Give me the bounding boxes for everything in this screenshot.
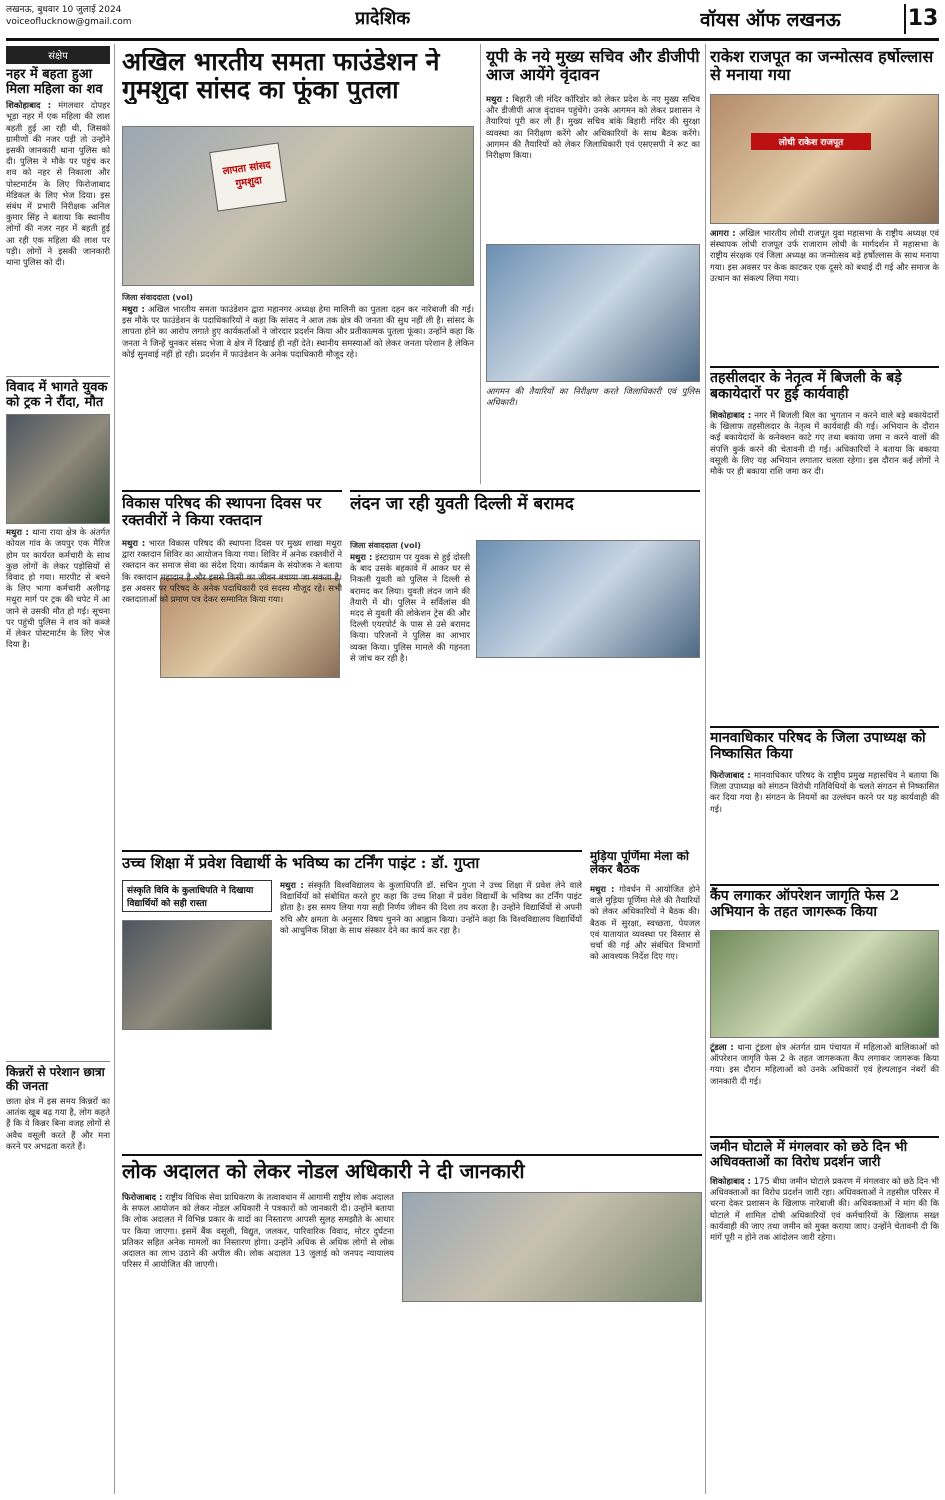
brief-body [6,100,110,370]
rajput-body [710,228,939,364]
brief-dateline: मथुरा : [6,527,29,538]
dateline: लखनऊ, बुधवार 10 जुलाई 2024 [6,5,122,15]
lead-photo [122,126,474,286]
rajput-headline: राकेश राजपूत का जन्मोत्सव हर्षोल्लास से मनाया गया [710,48,934,84]
manav-headline: मानवाधिकार परिषद के जिला उपाध्यक्ष को निष्कासित किया [710,726,939,762]
brief-photo [6,414,110,524]
london-headline: लंदन जा रही युवती दिल्ली में बरामद [350,490,700,514]
brief-text: मंगलवार दोपहर भूड़ा नहर में एक महिला की लाश बहती हुई आ रही थी, जिसको ग्रामीणों की नजर पड़ी तो उन्होंने इसकी जानकारी थाना पुलिस को दी। पुलिस ने मौके पर पहुंच कर शव को नहर से निकाला और पोस्टमार्टम के लिए फिरोजाबाद मेडिकल के लिए भेज दिया। इस संबंध में प्रभारी निरीक्षक अनिल कुमार सिंह ने बताया कि स्थानीय लोगों की नजर नहर में बहती हुई आ रही एक महिला की लाश पर पड़ी। लोगों ने इसकी जानकारी थाना पुलिस को दी। [6,100,110,267]
vrindavan-caption: आगमन की तैयारियों का निरीक्षण करते जिलाधिकारी एवं पुलिस अधिकारी। [486,386,700,408]
brief-text: थाना राया क्षेत्र के अंतर्गत कोयल गांव के जयपुर एक मैरिज होम पर कार्यरत कर्मचारी के साथ कुछ लोगों के लेकर पड़ोसियों से विवाद हो गया। मारपीट से बचने के लिए भागा कर्मचारी अलीगढ़ मथुरा मार्ग पर ट्रक की चपेट में आ जाने से उसकी मौत हो गई। सूचना पर पहुंची पुलिस ने शव को कब्जे में लेकर पोस्टमार्टम के लिए भेज दिया है। [6,527,110,650]
column-divider [480,44,481,484]
vrindavan-headline: यूपी के नये मुख्य सचिव और डीजीपी आज आयेंगे वृंदावन [486,48,700,84]
camp-text: थाना टूंडला क्षेत्र अंतर्गत ग्राम पंचायत में महिलाओं बालिकाओं को ऑपरेशन जागृति फेस 2 के तहत जागरूकता कैंप लगाकर जागरूक किया गया। इस दौरान महिलाओं को उनके अधिकारों एवं हेल्पलाइन नंबरों की जानकारी दी गई। [710,1042,939,1086]
tehsildar-dateline: शिकोहाबाद : [710,410,752,420]
masthead-rule [6,38,939,41]
section-title: प्रादेशिक [355,8,411,29]
lok-text: राष्ट्रीय विधिक सेवा प्राधिकरण के तत्वावधान में आगामी राष्ट्रीय लोक अदालत के सफल आयोजन को लेकर नोडल अधिकारी ने पत्रकारों को जानकारी दी। उन्होंने बताया कि लोक अदालत में विभिन्न प्रकार के वादों का निस्तारण आपसी सुलह समझौते के आधार पर किया जाएगा। इसमें बैंक वसूली, विद्युत, जलकर, पारिवारिक विवाद, मोटर दुर्घटना प्रतिकर सहित अनेक मामलों का निस्तारण होगा। उन्होंने अधिक से अधिक लोगों से लोक अदालत का लाभ उठाने की अपील की। लोक अदालत 13 जुलाई को जनपद न्यायालय परिसर में आयोजित की जाएगी। [122,1192,394,1270]
brief-headline: किन्नरों से परेशान छात्रा की जनता [6,1061,110,1093]
camp-photo [710,930,939,1038]
lead-headline: अखिल भारतीय समता फाउंडेशन ने गुमशुदा सांसद का फूंका पुतला [122,48,440,104]
page-number: 13 [904,4,940,34]
lok-body [122,1192,394,1492]
vrindavan-dateline: मथुरा : [486,94,509,104]
protest-sign: लापता सांसद गुमशुदा [209,142,287,211]
brief-headline: विवाद में भागते युवक को ट्रक ने रौंदा, मौत [6,376,110,410]
london-body [350,552,470,832]
brief-body [6,527,110,1057]
vikas-body [122,538,342,838]
vikas-text: भारत विकास परिषद की स्थापना दिवस पर मुख्य शाखा मथुरा द्वारा रक्तदान शिविर का आयोजन किया गया। शिविर में अनेक रक्तवीरों ने रक्तदान कर समाज सेवा का संदेश दिया। कार्यक्रम के संयोजक ने बताया कि रक्तदान महादान है और इससे किसी का जीवन बचाया जा सकता है। इस अवसर पर परिषद के अनेक पदाधिकारी एवं सदस्य मौजूद रहे। सभी रक्तदाताओं को प्रमाण पत्र देकर सम्मानित किया गया। [122,538,342,605]
manav-body [710,770,939,880]
london-dateline: मथुरा : [350,552,373,562]
tehsildar-headline: तहसीलदार के नेतृत्व में बिजली के बड़े बकायेदारों पर हुई कार्यवाही [710,366,939,402]
camp-headline: कैंप लगाकर ऑपरेशन जागृति फेस 2 अभियान के तहत जागरूक किया [710,884,939,920]
column-divider [705,44,706,1494]
mudiya-headline: मुड़िया पूर्णिमा मेला को लेकर बैठक [590,850,689,877]
tehsildar-body [710,410,939,722]
camp-dateline: टूंडला : [710,1042,734,1052]
rajput-photo [710,94,939,224]
brief-body: छाता क्षेत्र में इस समय किन्नरों का आतंक खूब बढ़ गया है, लोग कहते हैं कि ये किन्नर बिना वजह लोगों से अवैध वसूली करते हैं और मना करने पर अभद्रता करते हैं। [6,1096,110,1151]
jameen-body [710,1176,939,1494]
uchh-body [280,880,582,1150]
brand-logo: वॉयस ऑफ लखनऊ [700,9,841,31]
lok-dateline: फिरोजाबाद : [122,1192,163,1202]
vrindavan-photo [486,244,700,382]
photo-banner: लोधी राकेश राजपूत [751,133,871,150]
lok-photo [402,1192,702,1302]
uchh-photo [122,920,272,1030]
lead-body [122,304,474,480]
lok-headline: लोक अदालत को लेकर नोडल अधिकारी ने दी जानकारी [122,1154,702,1182]
jameen-dateline: शिकोहाबाद : [710,1176,751,1186]
tehsildar-text: नगर में बिजली बिल का भुगतान न करने वाले बड़े बकायेदारों के खिलाफ तहसीलदार के नेतृत्व में कार्यवाही की गई। अभियान के दौरान कई बकायेदारों के कनेक्शन काटे गए तथा बकाया जमा न करने वालों की संपत्ति कुर्क करने की चेतावनी दी गई। अधिकारियों ने बताया कि बकाया वसूली के लिए यह अभियान लगातार चलता रहेगा। इस दौरान कई लोगों ने मौके पर ही बकाया राशि जमा कर दी। [710,410,939,477]
brief-headline: नहर में बहता हुआ मिला महिला का शव [6,67,103,97]
jameen-headline: जमीन घोटाले में मंगलवार को छठे दिन भी अधिवक्ताओं का विरोध प्रदर्शन जारी [710,1136,939,1170]
column-divider [114,44,115,1494]
uchh-subhead: संस्कृति विवि के कुलाधिपति ने दिखाया विद्यार्थियों को सही रास्ता [122,880,272,912]
manav-dateline: फिरोजाबाद : [710,770,751,780]
vrindavan-body [486,94,700,240]
jameen-text: 175 बीघा जमीन घोटाले प्रकरण में मंगलवार को छठे दिन भी अधिवक्ताओं का विरोध प्रदर्शन जारी रहा। अधिवक्ताओं ने तहसील परिसर में धरना देकर प्रशासन के खिलाफ नारेबाजी की। अधिवक्ताओं ने मांग की कि घोटाले में शामिल दोषी अधिकारियों एवं कर्मचारियों के खिलाफ सख्त कार्यवाही की जाए तथा जमीन को मुक्त कराया जाए। उन्होंने चेतावनी दी कि मांगें पूरी न होने तक आंदोलन जारी रहेगा। [710,1176,939,1243]
mudiya-dateline: मथुरा : [590,884,615,894]
lead-dateline: मथुरा : [122,304,145,314]
uchh-headline: उच्च शिक्षा में प्रवेश विद्यार्थी के भविष्य का टर्निंग पाइंट : डॉ. गुप्ता [122,850,582,872]
camp-body [710,1042,939,1132]
london-credit: जिला संवाददाता (vol) [350,541,421,550]
vikas-headline: विकास परिषद की स्थापना दिवस पर रक्तवीरों ने किया रक्तदान [122,490,342,529]
lead-text: अखिल भारतीय समता फाउंडेशन द्वारा महानगर अध्यक्ष हेमा मालिनी का पुतला दहन कर नारेबाजी की गई। इस मौके पर फाउंडेशन के पदाधिकारियों ने कहा कि सांसद ने आज तक क्षेत्र की जनता की सुध नहीं ली है। सांसद के लापता होने का आरोप लगाते हुए कार्यकर्ताओं ने जोरदार प्रदर्शन किया और प्रतीकात्मक पुतला फूंका। उन्होंने कहा कि जनता ने जिन्हें चुनकर संसद भेजा वे क्षेत्र में दिखाई ही नहीं देते। स्थानीय समस्याओं को लेकर जनता परेशान है लेकिन कोई सुनवाई नहीं हो रही। प्रदर्शन में फाउंडेशन के अनेक पदाधिकारी मौजूद रहे। [122,304,474,359]
vikas-dateline: मथुरा : [122,538,146,548]
rajput-text: अखिल भारतीय लोधी राजपूत युवा महासभा के राष्ट्रीय अध्यक्ष एवं संस्थापक लोधी राजपूत उर्फ राजाराम लोधी के मार्गदर्शन में महासभा के राष्ट्रीय संरक्षक एवं जिला अध्यक्ष का जन्मोत्सव बड़े हर्षोल्लास के साथ मनाया गया। इस अवसर पर केक काटकर एक दूसरे को बधाई दी गई और समाज के उत्थान का संकल्प लिया गया। [710,228,939,283]
mudiya-body [590,884,700,1034]
email: voiceoflucknow@gmail.com [6,17,132,27]
london-text: इंस्टाग्राम पर युवक से हुई दोस्ती के बाद उसके बहकावे में आकर घर से निकली युवती को पुलिस ने दिल्ली से बरामद कर लिया। युवती लंदन जाने की तैयारी में थी। पुलिस ने सर्विलांस की मदद से युवती की लोकेशन ट्रेस की और दिल्ली एयरपोर्ट के पास से उसे बरामद किया। परिजनों ने पुलिस का आभार व्यक्त किया। पुलिस मामले की गहनता से जांच कर रही है। [350,552,470,663]
london-photo [476,540,700,658]
rajput-dateline: आगरा : [710,228,736,238]
uchh-dateline: मथुरा : [280,880,304,890]
uchh-text: संस्कृति विश्वविद्यालय के कुलाधिपति डॉ. सचिन गुप्ता ने उच्च शिक्षा में प्रवेश लेने वाले विद्यार्थियों को संबोधित करते हुए कहा कि उच्च शिक्षा में प्रवेश विद्यार्थी के भविष्य का टर्निंग पाइंट होता है। इस समय लिया गया सही निर्णय जीवन की दिशा तय करता है। उन्होंने विद्यार्थियों से अपनी रुचि और क्षमता के अनुसार विषय चुनने का आह्वान किया। उन्होंने कहा कि विश्वविद्यालय विद्यार्थियों को आधुनिक शिक्षा के साथ संस्कार देने का कार्य कर रहा है। [280,880,582,935]
sidebar-briefs [6,46,110,1494]
vrindavan-text: बिहारी जी मंदिर कॉरिडोर को लेकर प्रदेश के नए मुख्य सचिव और डीजीपी आज वृंदावन पहुंचेंगे। उनके आगमन को लेकर प्रशासन ने तैयारियां पूरी कर ली हैं। मुख्य सचिव बांके बिहारी मंदिर की सुरक्षा व्यवस्था का निरीक्षण करेंगे और अधिकारियों के साथ बैठक करेंगे। आगमन की तैयारियों को लेकर जिलाधिकारी एवं एसएसपी ने रूट का निरीक्षण किया। [486,94,700,161]
lead-credit: जिला संवाददाता (vol) [122,293,193,302]
mudiya-text: गोवर्धन में आयोजित होने वाले मुड़िया पूर्णिमा मेले की तैयारियों को लेकर अधिकारियों ने बैठक की। बैठक में सुरक्षा, स्वच्छता, पेयजल एवं यातायात व्यवस्था पर विस्तार से चर्चा की गई और संबंधित विभागों को आवश्यक निर्देश दिए गए। [590,884,700,962]
sidebar-label: संक्षेप [6,46,110,64]
masthead-dateline-block [6,4,132,28]
brief-dateline: शिकोहाबाद : [6,100,52,111]
manav-text: मानवाधिकार परिषद के राष्ट्रीय प्रमुख महासचिव ने बताया कि जिला उपाध्यक्ष को संगठन विरोधी गतिविधियों के चलते संगठन से निष्कासित कर दिया गया है। संगठन के नियमों का उल्लंघन करने पर यह कार्यवाही की गई। [710,770,939,814]
